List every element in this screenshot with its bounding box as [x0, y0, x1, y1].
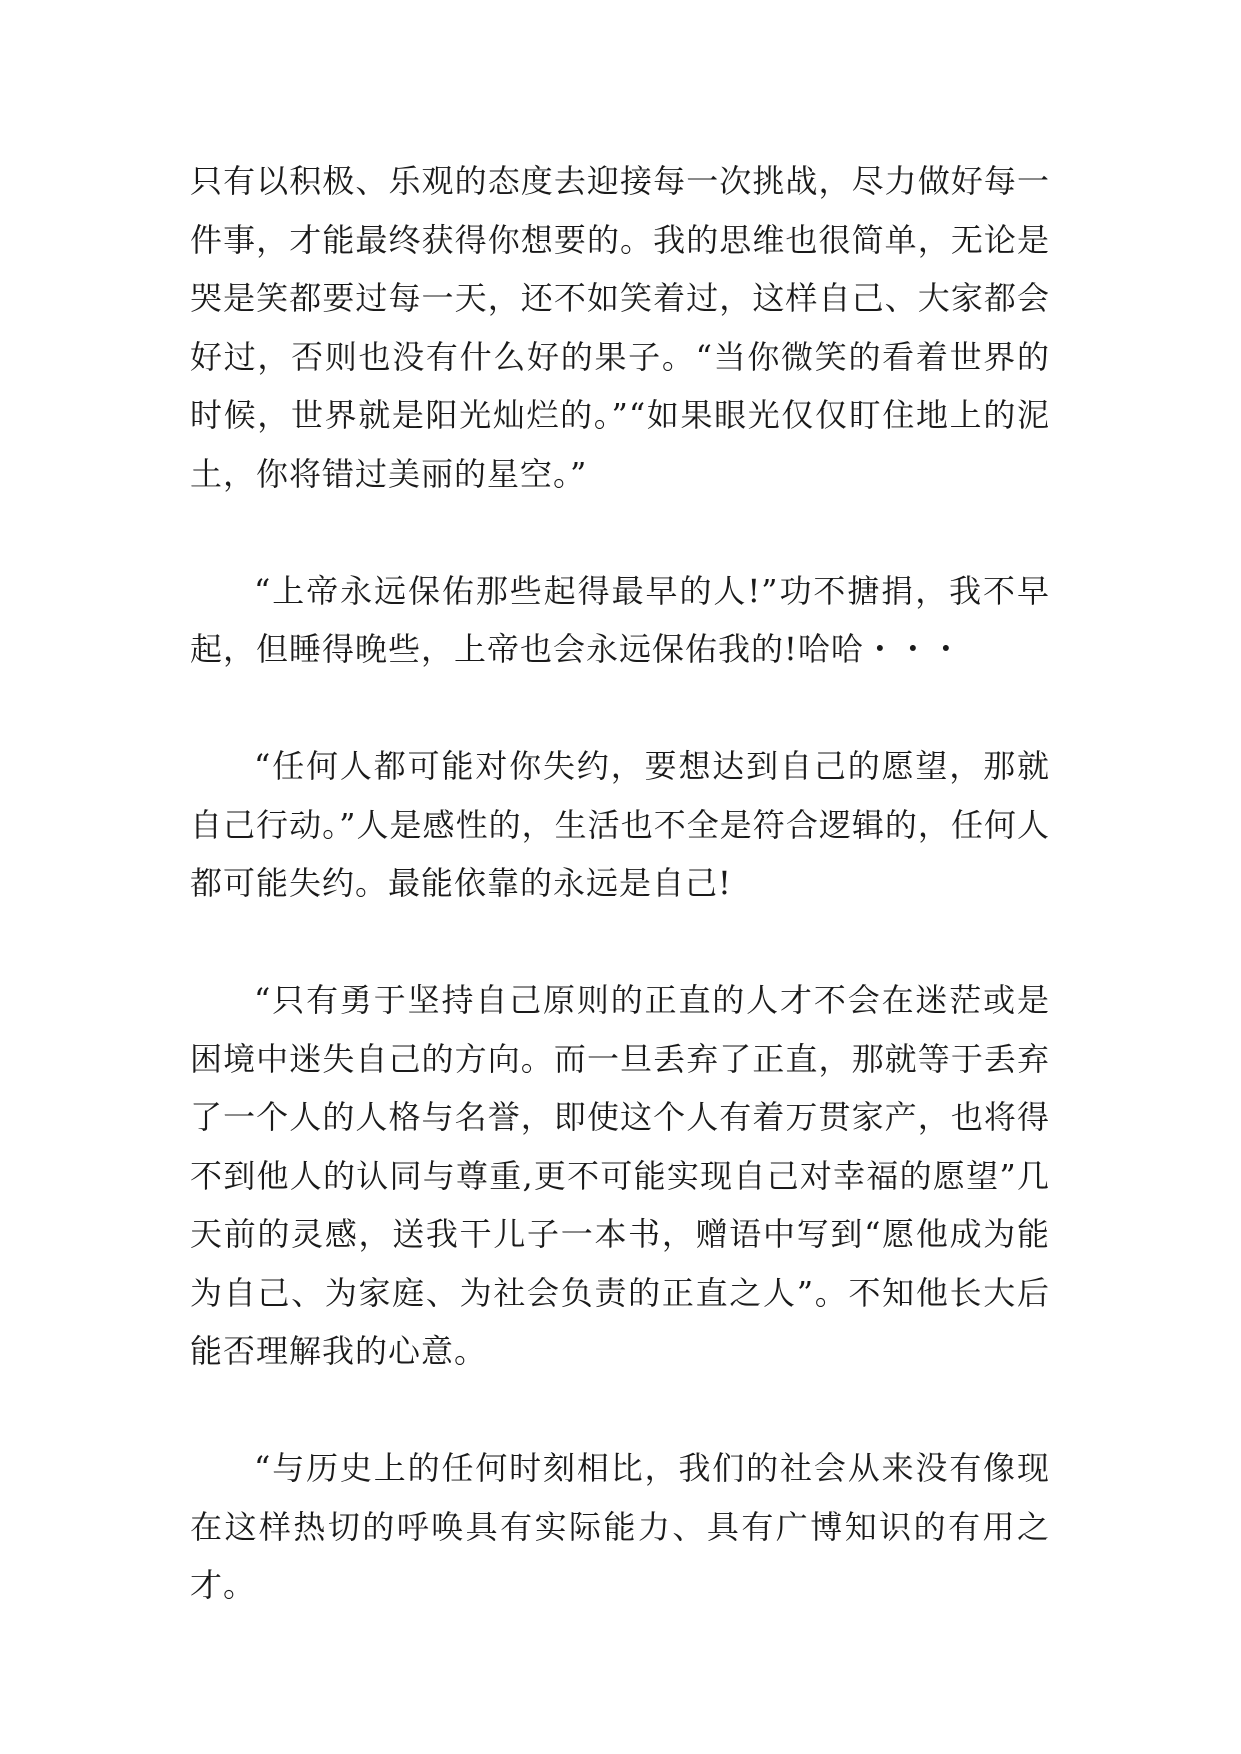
- document-body: [190, 152, 1050, 1673]
- paragraph-5: “与历史上的任何时刻相比，我们的社会从来没有像现在这样热切的呼唤具有实际能力、具有广博知识的有用之才。: [190, 1449, 1050, 1604]
- paragraph-1: 只有以积极、乐观的态度去迎接每一次挑战，尽力做好每一件事，才能最终获得你想要的。我的思维也很简单，无论是哭是笑都要过每一天，还不如笑着过，这样自己、大家都会好过，否则也没有什么好的果子。“当你微笑的看着世界的时候，世界就是阳光灿烂的。”“如果眼光仅仅盯住地上的泥土，你将错过美丽的星空。”: [190, 162, 1050, 493]
- paragraph-2: “上帝永远保佑那些起得最早的人!”功不搪捐，我不早起，但睡得晚些，上帝也会永远保佑我的!哈哈・・・: [190, 571, 1050, 668]
- paragraph-3: “任何人都可能对你失约，要想达到自己的愿望，那就自己行动。”人是感性的，生活也不全是符合逻辑的，任何人都可能失约。最能依靠的永远是自己!: [190, 747, 1050, 902]
- paragraph-4: “只有勇于坚持自己原则的正直的人才不会在迷茫或是困境中迷失自己的方向。而一旦丢弃了正直，那就等于丢弃了一个人的人格与名誉，即使这个人有着万贯家产，也将得不到他人的认同与尊重,更不可能实现自己对幸福的愿望”几天前的灵感，送我干儿子一本书，赠语中写到“愿他成为能为自己、为家庭、为社会负责的正直之人”。不知他长大后能否理解我的心意。: [190, 981, 1050, 1370]
